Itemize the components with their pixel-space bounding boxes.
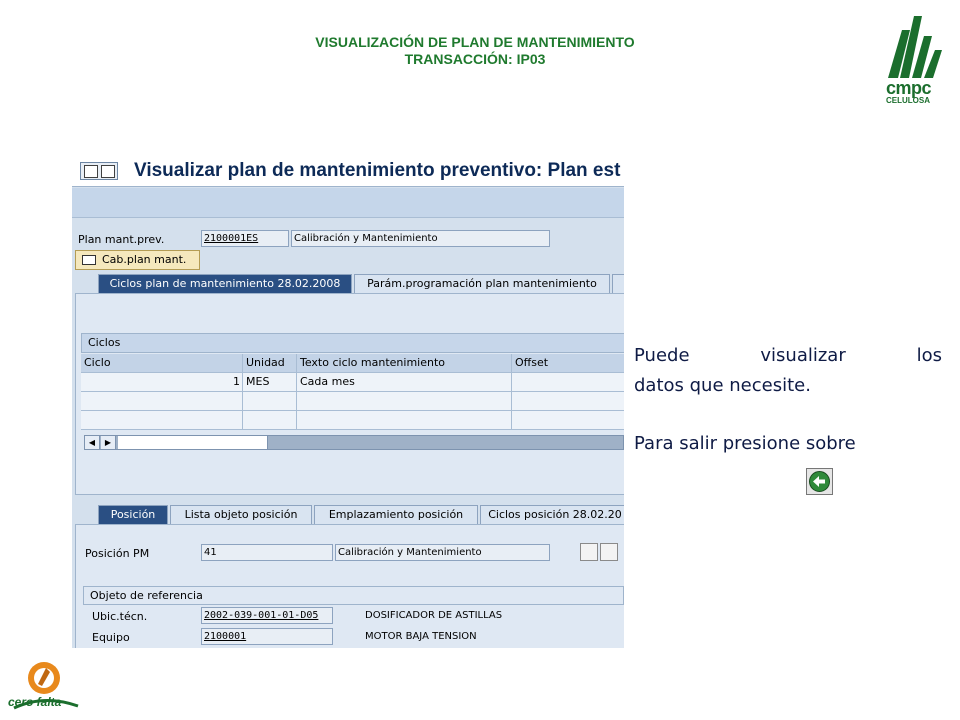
cell-offset[interactable]: [512, 373, 624, 392]
sap-window-title: Visualizar plan de mantenimiento preventivo: Plan est: [134, 160, 621, 181]
tab-ciclos-plan-label: Ciclos plan de mantenimiento 28.02.2008: [109, 277, 341, 290]
table-row[interactable]: [81, 411, 624, 430]
sap-screen: [72, 157, 624, 648]
equipo-description: MOTOR BAJA TENSION: [365, 631, 477, 642]
instruction-exit: Para salir presione sobre: [634, 433, 856, 454]
equipo-field[interactable]: 2100001: [201, 628, 333, 645]
tab-ciclos-posicion-label: Ciclos posición 28.02.20: [488, 508, 622, 521]
cell-unidad[interactable]: MES: [243, 373, 297, 392]
back-arrow-icon[interactable]: [806, 468, 833, 495]
instruction-word3: los: [916, 345, 942, 366]
plan-description-field: Calibración y Mantenimiento: [291, 230, 550, 247]
sap-application-toolbar: [72, 188, 624, 218]
sap-titlebar: [72, 157, 624, 187]
ubicacion-description: DOSIFICADOR DE ASTILLAS: [365, 610, 503, 621]
cmpc-brand-subtitle: CELULOSA: [886, 96, 930, 105]
instruction-word2: visualizar: [760, 345, 846, 366]
cell-offset[interactable]: [512, 411, 624, 430]
ubicacion-field[interactable]: 2002-039-001-01-D05: [201, 607, 333, 624]
tab-ciclos-plan[interactable]: [98, 274, 352, 294]
col-offset[interactable]: Offset: [512, 354, 624, 373]
instruction-line2: datos que necesite.: [634, 375, 811, 396]
col-texto[interactable]: Texto ciclo mantenimiento: [297, 354, 512, 373]
tab-parametros-programacion[interactable]: [354, 274, 610, 294]
slide-title-line2: TRANSACCIÓN: IP03: [404, 51, 546, 67]
tab-parametros-programacion-label: Parám.programación plan mantenimiento: [367, 277, 597, 290]
back-arrow-glyph: [807, 469, 832, 494]
cell-texto[interactable]: Cada mes: [297, 373, 512, 392]
ubicacion-label: Ubic.técn.: [92, 610, 148, 623]
position-description-field: Calibración y Mantenimiento: [335, 544, 550, 561]
slide-title-line1: VISUALIZACIÓN DE PLAN DE MANTENIMIENTO: [315, 34, 635, 50]
notes-icon[interactable]: [600, 543, 618, 561]
table-row[interactable]: [81, 373, 624, 392]
cycles-table-header: [81, 354, 624, 373]
cell-offset[interactable]: [512, 392, 624, 411]
plan-code-field[interactable]: 2100001ES: [201, 230, 289, 247]
header-icon: [82, 255, 96, 265]
header-plan-button[interactable]: [75, 250, 200, 270]
cell-ciclo[interactable]: [81, 411, 243, 430]
table-row[interactable]: [81, 392, 624, 411]
position-label: Posición PM: [85, 547, 150, 560]
cmpc-logo-text: [886, 80, 950, 105]
tab-posicion-label: Posición: [110, 508, 156, 521]
tab-posicion[interactable]: [98, 505, 168, 525]
scroll-right-icon[interactable]: ▶: [101, 436, 116, 449]
position-value-field[interactable]: 41: [201, 544, 333, 561]
plan-label: Plan mant.prev.: [78, 233, 165, 246]
col-unidad[interactable]: Unidad: [243, 354, 297, 373]
cero-falta-text: cero falta: [8, 695, 62, 709]
cmpc-brand-name: cmpc: [886, 78, 932, 98]
reference-group-header: [83, 586, 624, 605]
cell-texto[interactable]: [297, 392, 512, 411]
tab-lista-objeto-label: Lista objeto posición: [184, 508, 298, 521]
cell-ciclo[interactable]: [81, 392, 243, 411]
cell-unidad[interactable]: [243, 411, 297, 430]
reference-group-title: Objeto de referencia: [90, 589, 203, 602]
document-icon[interactable]: [580, 543, 598, 561]
tab-emplazamiento[interactable]: [314, 505, 478, 525]
cycles-horizontal-scrollbar[interactable]: [84, 435, 624, 450]
instruction-word1: Puede: [634, 345, 690, 366]
equipo-label: Equipo: [92, 631, 130, 644]
cell-texto[interactable]: [297, 411, 512, 430]
scroll-left-icon[interactable]: ◀: [85, 436, 100, 449]
sap-system-menu-icon[interactable]: [80, 162, 118, 180]
cmpc-logo: [884, 14, 946, 122]
cycles-group-title: Ciclos: [88, 336, 121, 349]
cell-ciclo[interactable]: 1: [81, 373, 243, 392]
cycles-table: [81, 354, 624, 434]
tab-emplazamiento-label: Emplazamiento posición: [328, 508, 464, 521]
instruction-line1: [634, 344, 942, 368]
tab-ciclos-posicion[interactable]: [480, 505, 624, 525]
top-tabstrip: [72, 274, 624, 294]
col-ciclo[interactable]: Ciclo: [81, 354, 243, 373]
tab-more[interactable]: [612, 274, 624, 294]
cell-unidad[interactable]: [243, 392, 297, 411]
cycles-group-header: [81, 333, 624, 353]
slide-title: [200, 34, 750, 68]
tab-lista-objeto[interactable]: [170, 505, 312, 525]
header-plan-button-label: Cab.plan mant.: [102, 253, 187, 266]
bottom-tabstrip: [72, 505, 624, 525]
scroll-thumb[interactable]: [118, 436, 268, 449]
